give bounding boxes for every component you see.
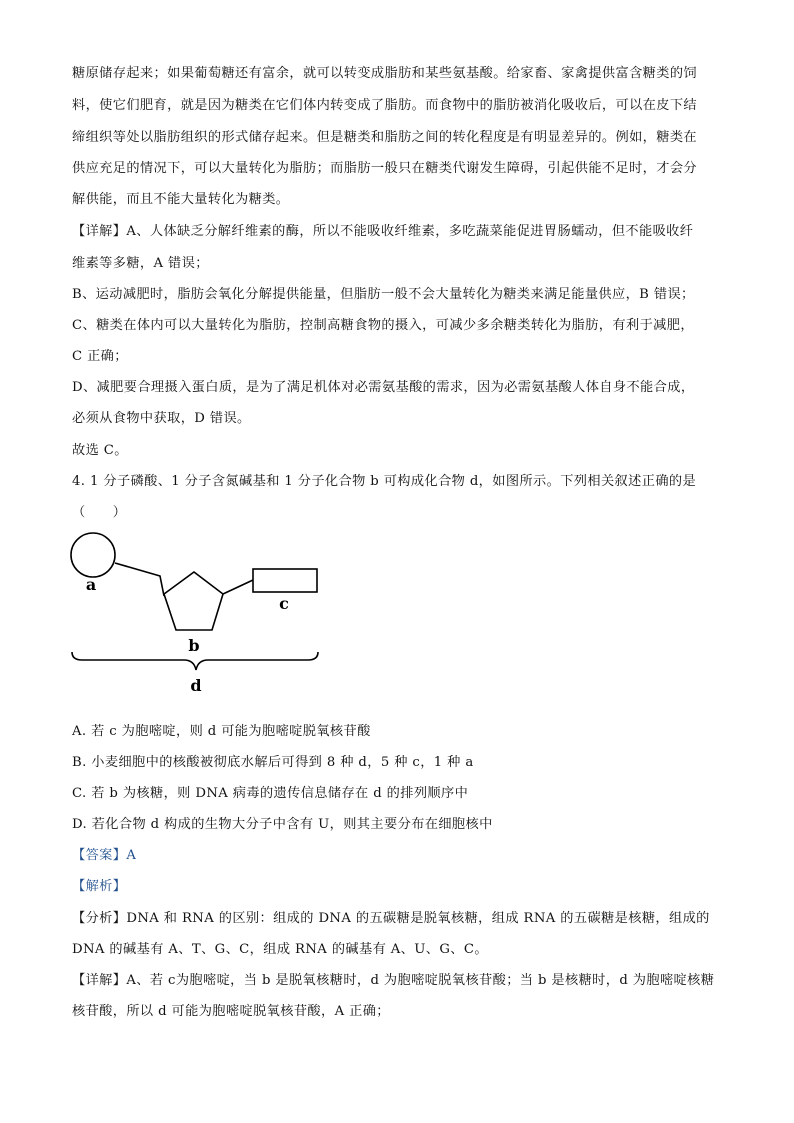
q3-detail-line: B、运动减肥时，脂肪会氧化分解提供能量，但脂肪一般不会大量转化为糖类来满足能量供应，B 错误； <box>72 287 695 302</box>
nucleotide-diagram <box>60 528 340 698</box>
option-d: D. 若化合物 d 构成的生物大分子中含有 U，则其主要分布在细胞核中 <box>72 817 493 832</box>
paragraph-line: 缔组织等处以脂肪组织的形式储存起来。但是糖类和脂肪之间的转化程度是有明显差异的。例如，糖类在 <box>72 130 698 145</box>
label-b: b <box>188 636 200 655</box>
label-d: d <box>190 676 202 695</box>
option-a: A. 若 c 为胞嘧啶，则 d 可能为胞嘧啶脱氧核苷酸 <box>72 724 371 739</box>
paragraph-line: 料，使它们肥育，就是因为糖类在它们体内转变成了脂肪。而食物中的脂肪被消化吸收后，可以在皮下结 <box>72 98 698 113</box>
paragraph-line: 糖原储存起来；如果葡萄糖还有富余，就可以转变成脂肪和某些氨基酸。给家畜、家禽提供富含糖类的饲 <box>72 66 698 81</box>
q3-detail-line: 必须从食物中获取，D 错误。 <box>72 411 251 426</box>
pentose-pentagon <box>164 572 223 630</box>
q3-detail-line: 维素等多糖，A 错误； <box>72 256 209 271</box>
q3-detail-line: C 正确； <box>72 349 128 364</box>
analysis-line: 【分析】DNA 和 RNA 的区别：组成的 DNA 的五碳糖是脱氧核糖，组成 RNA 的五碳糖是核糖，组成的 <box>72 911 710 926</box>
bond-sugar-base <box>223 580 253 594</box>
bond-phosphate-sugar <box>115 563 164 596</box>
detail-line: 核苷酸，所以 d 可能为胞嘧啶脱氧核苷酸，A 正确； <box>72 1004 390 1019</box>
q3-detail-line: 【详解】A、人体缺乏分解纤维素的酶，所以不能吸收纤维素，多吃蔬菜能促进胃肠蠕动，但不能吸收纤 <box>72 224 694 239</box>
option-c: C. 若 b 为核糖，则 DNA 病毒的遗传信息储存在 d 的排列顺序中 <box>72 786 469 801</box>
analysis-heading: 【解析】 <box>72 879 127 894</box>
q3-detail-line: D、减肥要合理摄入蛋白质，是为了满足机体对必需氨基酸的需求，因为必需氨基酸人体自身不能合成， <box>72 380 695 395</box>
option-b: B. 小麦细胞中的核酸被彻底水解后可得到 8 种 d，5 种 c，1 种 a <box>72 755 474 770</box>
base-rectangle <box>253 569 317 592</box>
q3-detail-line: C、糖类在体内可以大量转化为脂肪，控制高糖食物的摄入，可减少多余糖类转化为脂肪，有利于减肥， <box>72 318 694 333</box>
phosphate-circle <box>71 533 115 577</box>
analysis-line: DNA 的碱基有 A、T、G、C，组成 RNA 的碱基有 A、U、G、C。 <box>72 942 488 957</box>
question-stem: 4. 1 分子磷酸、1 分子含氮碱基和 1 分子化合物 b 可构成化合物 d，如图所示。下列相关叙述正确的是 <box>72 474 697 489</box>
paragraph-line: 解供能，而且不能大量转化为糖类。 <box>72 192 290 207</box>
paragraph-line: 供应充足的情况下，可以大量转化为脂肪；而脂肪一般只在糖类代谢发生障碍，引起供能不足时，才会分 <box>72 161 698 176</box>
q3-conclusion: 故选 C。 <box>72 443 128 458</box>
detail-line: 【详解】A、若 c为胞嘧啶，当 b 是脱氧核糖时，d 为胞嘧啶脱氧核苷酸；当 b 是核糖时，d 为胞嘧啶核糖 <box>72 973 715 988</box>
label-a: a <box>85 575 97 594</box>
question-stem-bracket: （ ） <box>72 505 127 520</box>
answer-line: 【答案】A <box>72 848 137 863</box>
label-c: c <box>279 594 289 613</box>
